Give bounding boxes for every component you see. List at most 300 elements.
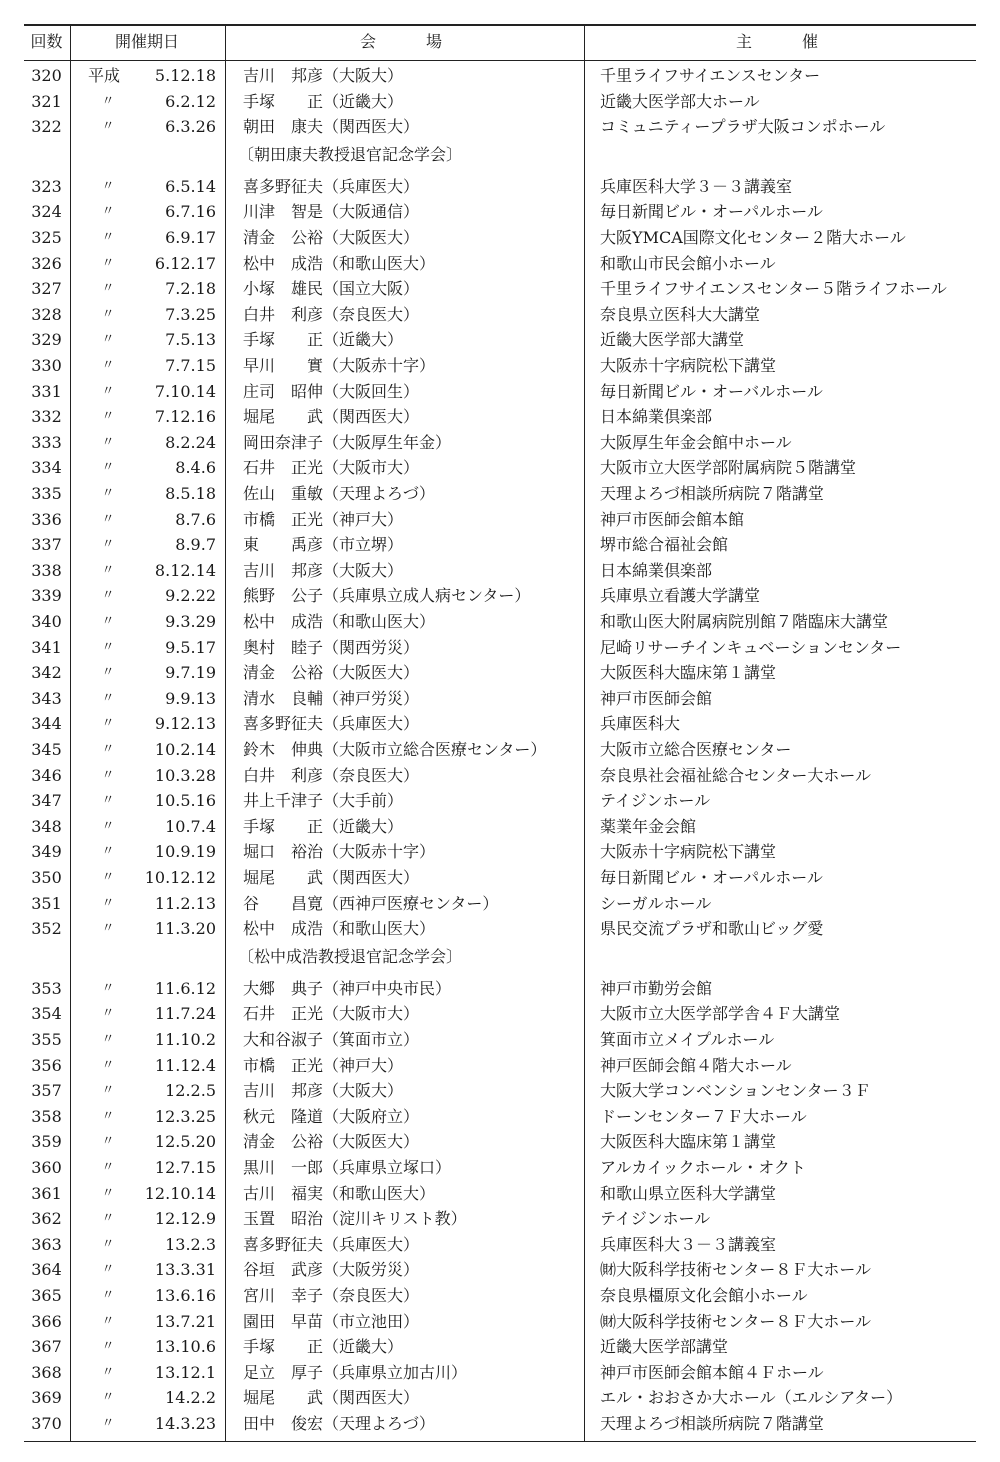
ditto-mark: 〃	[101, 716, 115, 732]
ditto-mark: 〃	[101, 119, 115, 135]
venue-person: 堀口 裕治（大阪赤十字）	[243, 842, 436, 862]
meeting-date: 10.7.4	[165, 816, 216, 836]
table-row	[24, 1232, 976, 1258]
host-organization: ドーンセンター７Ｆ大ホール	[600, 1106, 807, 1126]
ditto-mark: 〃	[101, 921, 115, 937]
header-date: 開催期日	[114, 32, 179, 51]
host-organization: 大阪赤十字病院松下講堂	[600, 842, 777, 862]
ditto-mark: 〃	[101, 1339, 115, 1355]
table-row	[24, 174, 976, 200]
header-venue: 会 場	[359, 32, 448, 51]
table-row	[24, 455, 976, 481]
session-number: 320	[31, 66, 62, 85]
ditto-mark: 〃	[101, 562, 115, 578]
session-number: 366	[31, 1311, 62, 1331]
meeting-date: 14.2.2	[165, 1388, 216, 1408]
table-row	[24, 1181, 976, 1207]
table-row	[24, 583, 976, 609]
ditto-mark: 〃	[101, 614, 115, 629]
ditto-mark: 〃	[101, 409, 115, 425]
host-organization: 天理よろづ相談所病院７階講堂	[600, 484, 824, 503]
table-row	[24, 1360, 976, 1386]
session-number: 327	[31, 279, 62, 299]
table-row	[24, 430, 976, 456]
meeting-date: 10.3.28	[154, 765, 216, 785]
host-organization: エル・おおさか大ホール（エルシアター）	[600, 1388, 903, 1408]
meeting-date: 6.12.17	[154, 253, 216, 273]
session-number: 329	[31, 330, 62, 350]
table-row	[24, 737, 976, 763]
host-organization: 県民交流プラザ和歌山ビッグ愛	[600, 919, 824, 939]
venue-person: 手塚 正（近畿大）	[243, 91, 404, 111]
ditto-mark: 〃	[101, 588, 115, 604]
host-organization: 大阪大学コンベンションセンター３Ｆ	[600, 1081, 871, 1101]
meeting-date: 6.5.14	[165, 176, 216, 196]
col-divider-date-body	[225, 60, 226, 1441]
venue-person: 大郷 典子（神戸中央市民）	[243, 978, 452, 998]
session-number: 359	[31, 1132, 62, 1152]
meeting-date: 7.5.13	[165, 330, 216, 350]
venue-person: 岡田奈津子（大阪厚生年金）	[243, 432, 452, 452]
ditto-mark: 〃	[101, 486, 115, 501]
session-number: 341	[31, 637, 62, 657]
venue-person: 喜多野征夫（兵庫医大）	[243, 176, 420, 196]
ditto-mark: 〃	[101, 178, 115, 194]
meeting-date: 11.10.2	[154, 1030, 216, 1049]
venue-person: 園田 早苗（市立池田）	[243, 1311, 420, 1331]
host-organization: 堺市総合福祉会館	[600, 535, 729, 555]
ditto-mark: 〃	[101, 358, 115, 373]
host-organization: 千里ライフサイエンスセンター	[600, 66, 821, 85]
host-organization: テイジンホール	[600, 791, 711, 811]
meeting-date: 11.12.4	[154, 1055, 216, 1075]
session-number: 343	[31, 688, 62, 708]
meeting-date: 8.2.24	[165, 432, 216, 452]
meeting-date: 8.4.6	[175, 458, 216, 478]
ditto-mark: 〃	[101, 460, 115, 476]
session-number: 331	[31, 381, 62, 401]
meeting-date: 10.12.12	[144, 868, 216, 887]
venue-person: 堀尾 武（関西医大）	[243, 1388, 420, 1408]
ditto-mark: 〃	[101, 870, 115, 885]
table-row	[24, 1078, 976, 1104]
table-row	[24, 763, 976, 789]
host-organization: 兵庫県立看護大学講堂	[600, 586, 761, 606]
meeting-date: 10.2.14	[154, 740, 216, 759]
session-number: 321	[31, 91, 62, 111]
venue-person: 松中 成浩（和歌山医大）	[243, 919, 436, 939]
host-organization: テイジンホール	[600, 1209, 711, 1229]
venue-person: 熊野 公子（兵庫県立成人病センター）	[243, 586, 531, 606]
meeting-date: 7.7.15	[165, 356, 216, 375]
session-number: 368	[31, 1362, 62, 1382]
venue-person: 堀尾 武（関西医大）	[243, 407, 420, 427]
ditto-mark: 〃	[101, 1006, 115, 1022]
table-row	[24, 404, 976, 430]
host-organization: 近畿大医学部講堂	[600, 1337, 729, 1357]
ditto-mark: 〃	[101, 793, 115, 809]
meeting-date: 13.2.3	[165, 1234, 216, 1254]
venue-person: 井上千津子（大手前）	[243, 791, 404, 811]
meeting-date: 9.7.19	[165, 663, 216, 683]
session-number: 337	[31, 535, 62, 555]
venue-person: 白井 利彦（奈良医大）	[243, 304, 420, 324]
ditto-mark: 〃	[101, 767, 115, 783]
table-row	[24, 1104, 976, 1130]
host-organization: ㈶大阪科学技術センター８Ｆ大ホール	[600, 1260, 872, 1280]
host-organization: 千里ライフサイエンスセンター５階ライフホール	[600, 279, 947, 299]
session-number: 369	[31, 1388, 62, 1408]
meeting-date: 13.12.1	[154, 1362, 216, 1382]
session-number: 342	[31, 663, 62, 683]
venue-person: 清水 良輔（神戸労災）	[243, 688, 420, 708]
host-organization: 薬業年金会館	[600, 816, 697, 836]
venue-person: 松中 成浩（和歌山医大）	[243, 253, 436, 273]
session-number: 367	[31, 1337, 62, 1357]
session-number: 323	[31, 176, 62, 196]
venue-person: 清金 公裕（大阪医大）	[243, 1132, 420, 1152]
table-header	[24, 24, 976, 60]
host-organization: 尼崎リサーチインキュベーションセンター	[600, 637, 902, 657]
meeting-date: 5.12.18	[154, 66, 216, 85]
session-number: 357	[31, 1081, 62, 1101]
session-number: 336	[31, 509, 62, 529]
host-organization: 大阪赤十字病院松下講堂	[600, 356, 777, 375]
venue-person: 東 禹彦（市立堺）	[243, 535, 404, 555]
ditto-mark: 〃	[101, 1160, 115, 1175]
meeting-date: 13.10.6	[154, 1337, 216, 1357]
venue-person: 堀尾 武（関西医大）	[243, 868, 420, 887]
bottom-rule	[24, 1441, 976, 1442]
table-row	[24, 1385, 976, 1411]
host-organization: 兵庫医科大３－３講義室	[600, 1234, 777, 1254]
host-organization: 大阪市立大医学部附属病院５階講堂	[600, 458, 857, 478]
meeting-date: 7.2.18	[165, 279, 216, 299]
ditto-mark: 〃	[101, 1364, 115, 1380]
venue-person: 市橋 正光（神戸大）	[243, 1055, 404, 1075]
venue-person: 手塚 正（近畿大）	[243, 330, 404, 350]
host-organization: 神戸市医師会館本館	[600, 509, 745, 529]
ditto-mark: 〃	[101, 230, 115, 245]
session-number: 338	[31, 560, 62, 580]
table-row	[24, 686, 976, 712]
ditto-mark: 〃	[101, 895, 115, 911]
table-row	[24, 1309, 976, 1335]
session-number: 340	[31, 612, 62, 631]
session-number: 339	[31, 586, 62, 606]
ditto-mark: 〃	[101, 818, 115, 834]
meeting-date: 13.3.31	[154, 1260, 216, 1280]
venue-person: 玉置 昭治（淀川キリスト教）	[243, 1209, 467, 1229]
session-number: 356	[31, 1055, 62, 1075]
table-row	[24, 839, 976, 865]
venue-person: 川津 智是（大阪通信）	[243, 202, 420, 222]
meeting-date: 10.5.16	[154, 791, 216, 811]
host-organization: コミュニティープラザ大阪コンポホール	[600, 117, 886, 137]
meeting-date: 11.7.24	[154, 1004, 216, 1024]
header-no: 回数	[30, 32, 63, 51]
meeting-date: 13.7.21	[154, 1311, 216, 1331]
ditto-mark: 〃	[101, 332, 115, 348]
meeting-date: 13.6.16	[154, 1286, 216, 1305]
host-organization: 毎日新聞ビル・オーパルホール	[600, 868, 823, 887]
host-organization: 大阪医科大臨床第１講堂	[600, 1132, 777, 1152]
table-row	[24, 114, 976, 140]
session-number: 362	[31, 1209, 62, 1229]
session-number: 349	[31, 842, 62, 862]
meeting-date: 9.3.29	[165, 612, 216, 631]
ditto-mark: 〃	[101, 537, 115, 553]
ditto-mark: 〃	[101, 1057, 115, 1073]
table-row	[24, 379, 976, 405]
venue-person: 秋元 隆道（大阪府立）	[243, 1106, 420, 1126]
session-number: 330	[31, 356, 62, 375]
table-row	[24, 814, 976, 840]
host-organization: 奈良県橿原文化会館小ホール	[600, 1286, 808, 1305]
table-row	[24, 1257, 976, 1283]
host-organization: 大阪市立総合医療センター	[600, 740, 792, 759]
host-organization: 日本綿業倶楽部	[600, 560, 713, 580]
ditto-mark: 〃	[101, 1108, 115, 1124]
venue-person: 大和谷淑子（箕面市立）	[243, 1030, 420, 1049]
host-organization: 大阪YMCA国際文化センター２階大ホール	[600, 228, 906, 247]
venue-person: 鈴木 伸典（大阪市立総合医療センター）	[243, 740, 547, 759]
session-number: 324	[31, 202, 62, 222]
table-row	[24, 63, 976, 89]
session-number: 322	[31, 117, 62, 137]
ditto-mark: 〃	[101, 1288, 115, 1303]
table-row	[24, 1206, 976, 1232]
meeting-date: 7.12.16	[154, 407, 216, 427]
meeting-date: 8.12.14	[154, 560, 216, 580]
ditto-mark: 〃	[101, 1313, 115, 1329]
session-number: 353	[31, 978, 62, 998]
col-divider-venue-body	[584, 60, 585, 1441]
ditto-mark: 〃	[101, 434, 115, 450]
host-organization: 和歌山県立医科大学講堂	[600, 1183, 777, 1203]
table-row	[24, 1334, 976, 1360]
host-organization: ㈶大阪科学技術センター８Ｆ大ホール	[600, 1311, 872, 1331]
session-number: 354	[31, 1004, 62, 1024]
host-organization: アルカイックホール・オクト	[600, 1158, 806, 1177]
venue-person: 清金 公裕（大阪医大）	[243, 663, 420, 683]
host-organization: 神戸医師会館４階大ホール	[600, 1055, 792, 1075]
meeting-date: 11.3.20	[154, 919, 216, 939]
table-row	[24, 891, 976, 917]
venue-person: 石井 正光（大阪市大）	[243, 458, 420, 478]
ditto-mark: 〃	[101, 1416, 115, 1431]
venue-person: 朝田 康夫（関西医大）	[243, 117, 420, 137]
table-row	[24, 635, 976, 661]
meeting-date: 12.10.14	[144, 1183, 216, 1203]
ditto-mark: 〃	[101, 742, 115, 757]
ditto-mark: 〃	[101, 1032, 115, 1047]
meeting-date: 7.3.25	[165, 304, 216, 324]
meeting-date: 12.12.9	[154, 1209, 216, 1229]
session-number: 333	[31, 432, 62, 452]
host-organization: 神戸市医師会館	[600, 688, 713, 708]
table-row	[24, 916, 976, 942]
meeting-date: 10.9.19	[154, 842, 216, 862]
meeting-date: 12.7.15	[154, 1158, 216, 1177]
session-number: 370	[31, 1414, 62, 1433]
ditto-mark: 〃	[101, 1134, 115, 1150]
host-organization: 和歌山医大附属病院別館７階臨床大講堂	[600, 612, 889, 631]
session-number: 361	[31, 1183, 62, 1203]
meeting-date: 12.3.25	[154, 1106, 216, 1126]
table-row	[24, 89, 976, 115]
venue-person: 田中 俊宏（天理よろづ）	[243, 1414, 435, 1433]
table-row	[24, 1283, 976, 1309]
table-row	[24, 481, 976, 507]
meeting-date: 12.2.5	[165, 1081, 216, 1101]
session-number: 328	[31, 304, 62, 324]
meeting-date: 6.3.26	[165, 117, 216, 137]
venue-person: 早川 實（大阪赤十字）	[243, 356, 436, 375]
host-organization: 兵庫医科大	[600, 714, 681, 734]
host-organization: 兵庫医科大学３－３講義室	[600, 176, 793, 196]
venue-person: 市橋 正光（神戸大）	[243, 509, 404, 529]
ditto-mark: 〃	[101, 690, 115, 706]
ditto-mark: 〃	[101, 281, 115, 297]
venue-person: 手塚 正（近畿大）	[243, 816, 404, 836]
meeting-date: 9.5.17	[165, 637, 216, 657]
host-organization: 大阪厚生年金会館中ホール	[600, 432, 792, 452]
venue-person: 宮川 幸子（奈良医大）	[243, 1286, 420, 1305]
venue-person: 吉川 邦彦（大阪大）	[243, 560, 404, 580]
table-row	[24, 1155, 976, 1181]
ditto-mark: 〃	[101, 383, 115, 399]
ditto-mark: 〃	[101, 665, 115, 681]
ditto-mark: 〃	[101, 980, 115, 996]
venue-person: 黒川 一郎（兵庫県立塚口）	[243, 1158, 452, 1177]
meeting-date: 11.2.13	[154, 893, 216, 913]
table-row	[24, 1411, 976, 1437]
ditto-mark: 〃	[101, 639, 115, 655]
table-row	[24, 276, 976, 302]
venue-person: 小塚 雄民（国立大阪）	[243, 279, 420, 299]
venue-person: 手塚 正（近畿大）	[243, 1337, 404, 1357]
session-number: 347	[31, 791, 62, 811]
session-number: 365	[31, 1286, 62, 1305]
table-row	[24, 558, 976, 584]
table-row	[24, 865, 976, 891]
session-number: 335	[31, 484, 62, 503]
venue-person: 清金 公裕（大阪医大）	[243, 228, 420, 247]
table-row	[24, 1027, 976, 1053]
venue-person: 庄司 昭伸（大阪回生）	[243, 381, 420, 401]
session-number: 363	[31, 1234, 62, 1254]
meeting-date: 9.12.13	[154, 714, 216, 734]
host-organization: 近畿大医学部大講堂	[600, 330, 745, 350]
host-organization: 奈良県立医科大大講堂	[600, 304, 761, 324]
ditto-mark: 〃	[101, 1083, 115, 1099]
table-row	[24, 327, 976, 353]
col-divider-date	[225, 24, 226, 60]
session-number: 334	[31, 458, 62, 478]
meeting-date: 8.5.18	[165, 484, 216, 503]
host-organization: 神戸市勤労会館	[600, 978, 713, 998]
meeting-date: 9.9.13	[165, 688, 216, 708]
header-rule	[24, 60, 976, 61]
host-organization: 箕面市立メイプルホール	[600, 1030, 775, 1049]
col-divider-venue	[584, 24, 585, 60]
meeting-date: 7.10.14	[154, 381, 216, 401]
host-organization: 和歌山市民会館小ホール	[600, 253, 776, 273]
venue-person: 松中 成浩（和歌山医大）	[243, 612, 436, 631]
meeting-date: 6.9.17	[165, 228, 216, 247]
session-number: 351	[31, 893, 62, 913]
session-number: 325	[31, 228, 62, 247]
ditto-mark: 〃	[101, 844, 115, 860]
venue-person: 谷垣 武彦（大阪労災）	[243, 1260, 420, 1280]
table-row	[24, 1053, 976, 1079]
session-number: 355	[31, 1030, 62, 1049]
ditto-mark: 〃	[101, 1262, 115, 1278]
ditto-mark: 〃	[101, 511, 115, 527]
ditto-mark: 〃	[101, 1185, 115, 1201]
venue-person: 足立 厚子（兵庫県立加古川）	[243, 1362, 468, 1382]
session-number: 326	[31, 253, 62, 273]
commemorative-note: 〔松中成浩教授退官記念学会〕	[238, 946, 463, 966]
meeting-date: 6.2.12	[165, 91, 216, 111]
ditto-mark: 〃	[101, 1390, 115, 1406]
ditto-mark: 〃	[101, 93, 115, 109]
host-organization: 大阪市立大医学部学舎４Ｆ大講堂	[600, 1004, 841, 1024]
host-organization: 天理よろづ相談所病院７階講堂	[600, 1414, 824, 1433]
host-organization: 毎日新聞ビル・オーバルホール	[600, 381, 823, 401]
header-host: 主 催	[735, 32, 824, 51]
host-organization: 近畿大医学部大ホール	[600, 91, 760, 111]
ditto-mark: 〃	[101, 204, 115, 220]
host-organization: 毎日新聞ビル・オーパルホール	[600, 202, 823, 222]
venue-person: 石井 正光（大阪市大）	[243, 1004, 420, 1024]
venue-person: 佐山 重敏（天理よろづ）	[243, 484, 435, 503]
meeting-date: 8.9.7	[175, 535, 216, 555]
session-number: 350	[31, 868, 62, 887]
meeting-date: 9.2.22	[165, 586, 216, 606]
session-number: 332	[31, 407, 62, 427]
table-row	[24, 609, 976, 635]
host-organization: 奈良県社会福祉総合センター大ホール	[600, 765, 872, 785]
session-number: 358	[31, 1106, 62, 1126]
venue-person: 吉川 邦彦（大阪大）	[243, 66, 404, 85]
meeting-date: 6.7.16	[165, 202, 216, 222]
table-row	[24, 251, 976, 277]
table-row	[24, 353, 976, 379]
commemorative-note: 〔朝田康夫教授退官記念学会〕	[238, 144, 463, 164]
table-row	[24, 1129, 976, 1155]
era-name: 平成	[88, 66, 121, 85]
session-number: 360	[31, 1158, 62, 1177]
ditto-mark: 〃	[101, 1211, 115, 1227]
meeting-date: 14.3.23	[154, 1414, 216, 1433]
table-row	[24, 711, 976, 737]
table-row	[24, 507, 976, 533]
venue-person: 吉川 邦彦（大阪大）	[243, 1081, 404, 1101]
venue-person: 喜多野征夫（兵庫医大）	[243, 1234, 420, 1254]
ditto-mark: 〃	[101, 255, 115, 271]
venue-person: 奥村 睦子（関西労災）	[243, 637, 420, 657]
venue-person: 古川 福実（和歌山医大）	[243, 1183, 436, 1203]
meeting-date: 12.5.20	[154, 1132, 216, 1152]
ditto-mark: 〃	[101, 306, 115, 322]
table-row	[24, 532, 976, 558]
session-number: 346	[31, 765, 62, 785]
session-number: 348	[31, 816, 62, 836]
venue-person: 谷 昌寛（西神戸医療センター）	[243, 893, 499, 913]
table-row	[24, 788, 976, 814]
